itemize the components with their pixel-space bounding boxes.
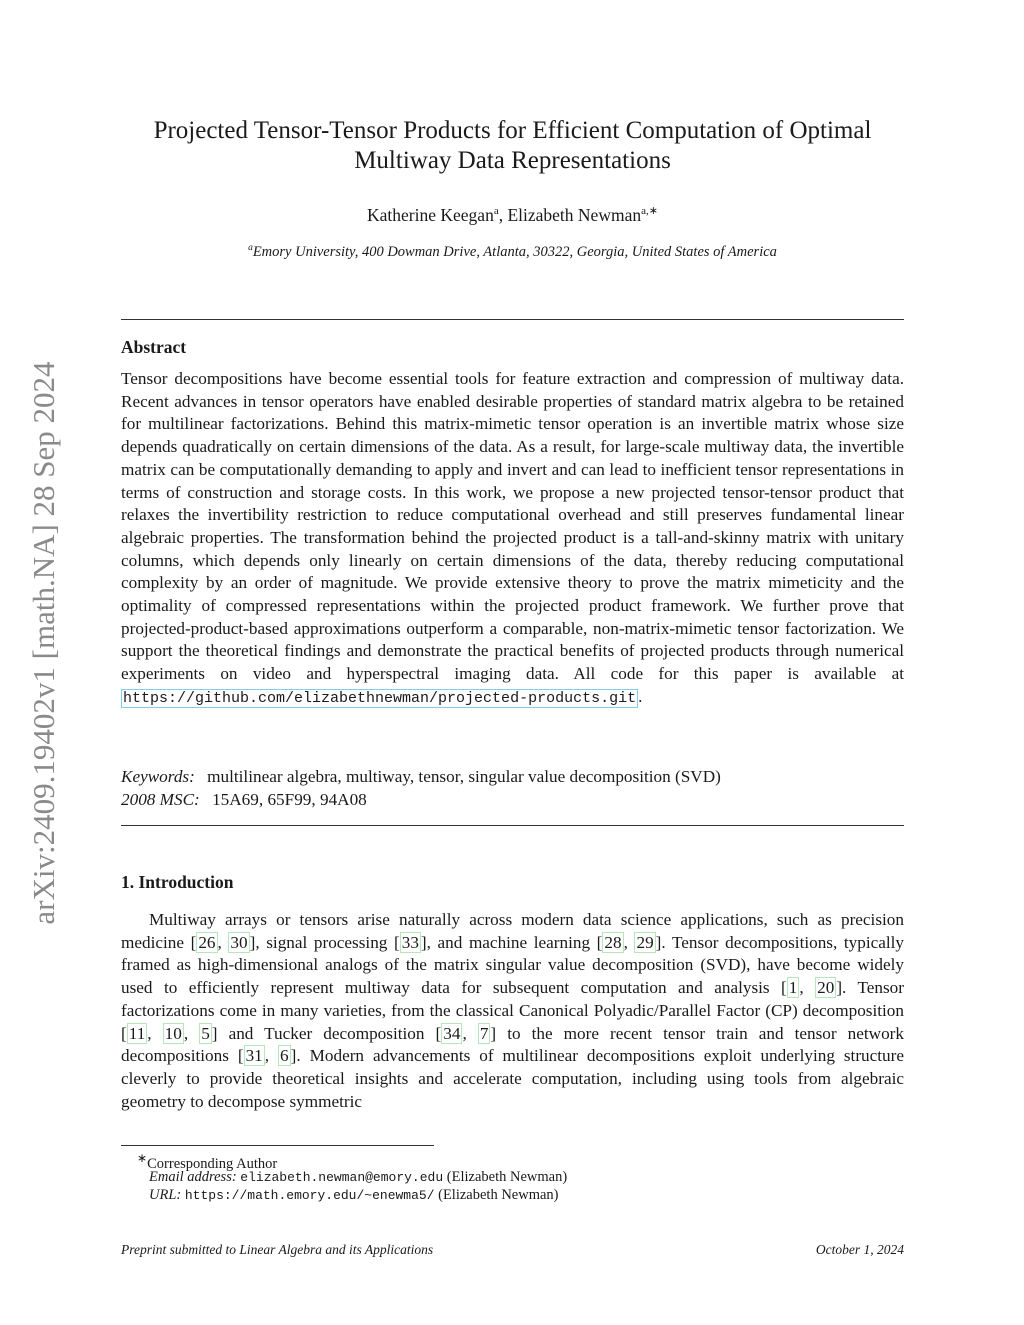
keywords-line bbox=[121, 767, 721, 787]
intro-text: ]. Tensor decompositions, typically framed as high-dimensional analogs of the matrix singular value decomposition (SVD), have become widely used to efficiently represent multiway data for subsequent computation and analysis [ bbox=[121, 932, 905, 998]
intro-text: ]. Tensor factorizations come in many varieties, from the classical Canonical Polyadic/Parallel Factor (CP) decomposition [ bbox=[121, 978, 904, 1043]
citation-link[interactable]: 7 bbox=[479, 1023, 489, 1043]
msc-label: 2008 MSC: bbox=[121, 790, 200, 809]
footer-journal: Preprint submitted to Linear Algebra and its Applications bbox=[121, 1242, 434, 1257]
email-label: Email address: bbox=[149, 1169, 237, 1185]
keywords-label: Keywords: bbox=[121, 767, 195, 786]
code-repository-link[interactable]: https://github.com/elizabethnewman/projected-products.git bbox=[123, 689, 637, 707]
citation-link[interactable]: 33 bbox=[401, 932, 419, 952]
footnote-email bbox=[149, 1169, 567, 1186]
citation-link[interactable]: 20 bbox=[817, 978, 835, 998]
intro-text: , bbox=[264, 1046, 279, 1066]
url-owner: (Elizabeth Newman) bbox=[438, 1187, 559, 1203]
intro-text: , bbox=[623, 932, 635, 952]
abstract-top-rule bbox=[121, 319, 904, 320]
intro-text: , bbox=[799, 978, 816, 998]
paper-title: Projected Tensor-Tensor Products for Efficient Computation of Optimal Multiway Data Representations bbox=[153, 117, 872, 174]
affiliation bbox=[121, 243, 904, 261]
affiliation-text: Emory University, 400 Dowman Drive, Atlanta, 30322, Georgia, United States of America bbox=[252, 243, 777, 260]
footnote-marker: ∗ bbox=[137, 1151, 148, 1165]
footer-date: October 1, 2024 bbox=[815, 1242, 904, 1257]
citation-link[interactable]: 10 bbox=[164, 1023, 182, 1043]
intro-paragraph bbox=[121, 909, 904, 1113]
intro-text: Multiway arrays or tensors arise naturally across modern data science applications, such as precision medicine [ bbox=[121, 910, 904, 952]
footnote-rule bbox=[121, 1145, 434, 1146]
footnote-url bbox=[149, 1187, 559, 1204]
citation-link[interactable]: 29 bbox=[636, 932, 654, 952]
citation-link[interactable]: 34 bbox=[443, 1023, 461, 1043]
msc-line bbox=[121, 790, 367, 810]
citation-link[interactable]: 26 bbox=[198, 932, 216, 952]
citation-link[interactable]: 30 bbox=[230, 932, 248, 952]
url-label: URL: bbox=[149, 1187, 182, 1203]
msc-text: 15A69, 65F99, 94A08 bbox=[212, 790, 367, 809]
keywords-text: multilinear algebra, multiway, tensor, singular value decomposition (SVD) bbox=[207, 767, 721, 786]
author-name: Katherine Keegan bbox=[367, 204, 494, 225]
author-name: Elizabeth Newman bbox=[507, 204, 642, 225]
intro-text: ] and Tucker decomposition [ bbox=[211, 1023, 442, 1043]
abstract-heading: Abstract bbox=[121, 337, 187, 357]
intro-text: ]. Modern advancements of multilinear decompositions exploit underlying structure cleverly to provide theoretical insights and accelerate computation, including using tools from algebraic geometry to decompose symmetric bbox=[121, 1046, 905, 1111]
abstract-text: Tensor decompositions have become essential tools for feature extraction and compression of multiway data. Recent advances in tensor operators have enabled desirable properties of standard matrix algebra to be retained for multilinear factorizations. Behind this matrix-mimetic tensor operation is an invertible matrix whose size depends quadratically on certain dimensions of the data. As a result, for large-scale multiway data, the invertible matrix can be computationally demanding to apply and invert and can lead to inefficient tensor representations in terms of construction and storage costs. In this work, we propose a new projected tensor-tensor product that relaxes the invertibility restriction to reduce computational overhead and still preserves fundamental linear algebraic properties. The transformation behind the projected product is a tall-and-skinny matrix with unitary columns, which depends only linearly on certain dimensions of the data, thereby reducing computational complexity by an order of magnitude. We provide extensive theory to prove the matrix mimeticity and the optimality of compressed representations within the projected product framework. We further prove that projected-product-based approximations outperform a comparable, non-matrix-mimetic tensor factorization. We support the theoretical findings and demonstrate the practical benefits of projected products through numerical experiments on video and hyperspectral imaging data. All code for this paper is available at bbox=[121, 369, 904, 684]
author-superscript: a bbox=[493, 205, 499, 217]
intro-text: , bbox=[217, 932, 229, 952]
intro-text: ], and machine learning [ bbox=[420, 932, 603, 952]
citation-link[interactable]: 28 bbox=[604, 932, 622, 952]
abstract-bottom-rule bbox=[121, 825, 904, 826]
abstract-end: . bbox=[638, 686, 643, 706]
abstract-body bbox=[121, 368, 904, 711]
citation-link[interactable]: 6 bbox=[280, 1046, 289, 1066]
intro-text: , bbox=[147, 1023, 163, 1043]
section-heading-introduction: 1. Introduction bbox=[121, 872, 234, 892]
citation-link[interactable]: 1 bbox=[788, 978, 798, 998]
email-owner: (Elizabeth Newman) bbox=[446, 1169, 568, 1185]
intro-text: , bbox=[183, 1023, 200, 1043]
arxiv-side-label: arXiv:2409.19402v1 [math.NA] 28 Sep 2024 bbox=[26, 361, 61, 925]
email-link[interactable]: elizabeth.newman@emory.edu bbox=[240, 1170, 444, 1185]
affiliation-superscript: a bbox=[248, 243, 253, 253]
intro-text: , bbox=[462, 1023, 478, 1043]
citation-link[interactable]: 5 bbox=[201, 1023, 210, 1043]
homepage-link[interactable]: https://math.emory.edu/~enewma5/ bbox=[184, 1188, 435, 1203]
author-list: Katherine Keegan$^a$, Elizabeth Newman$^{a,∗}$ bbox=[367, 204, 658, 225]
intro-text: ] to the more recent tensor train and tensor network decompositions [ bbox=[121, 1023, 904, 1066]
intro-text: ], signal processing [ bbox=[249, 932, 400, 952]
citation-link[interactable]: 31 bbox=[245, 1046, 263, 1066]
author-superscript: a,∗ bbox=[641, 205, 658, 217]
corresponding-author-text: Corresponding Author bbox=[147, 1155, 278, 1172]
citation-link[interactable]: 11 bbox=[128, 1023, 146, 1043]
